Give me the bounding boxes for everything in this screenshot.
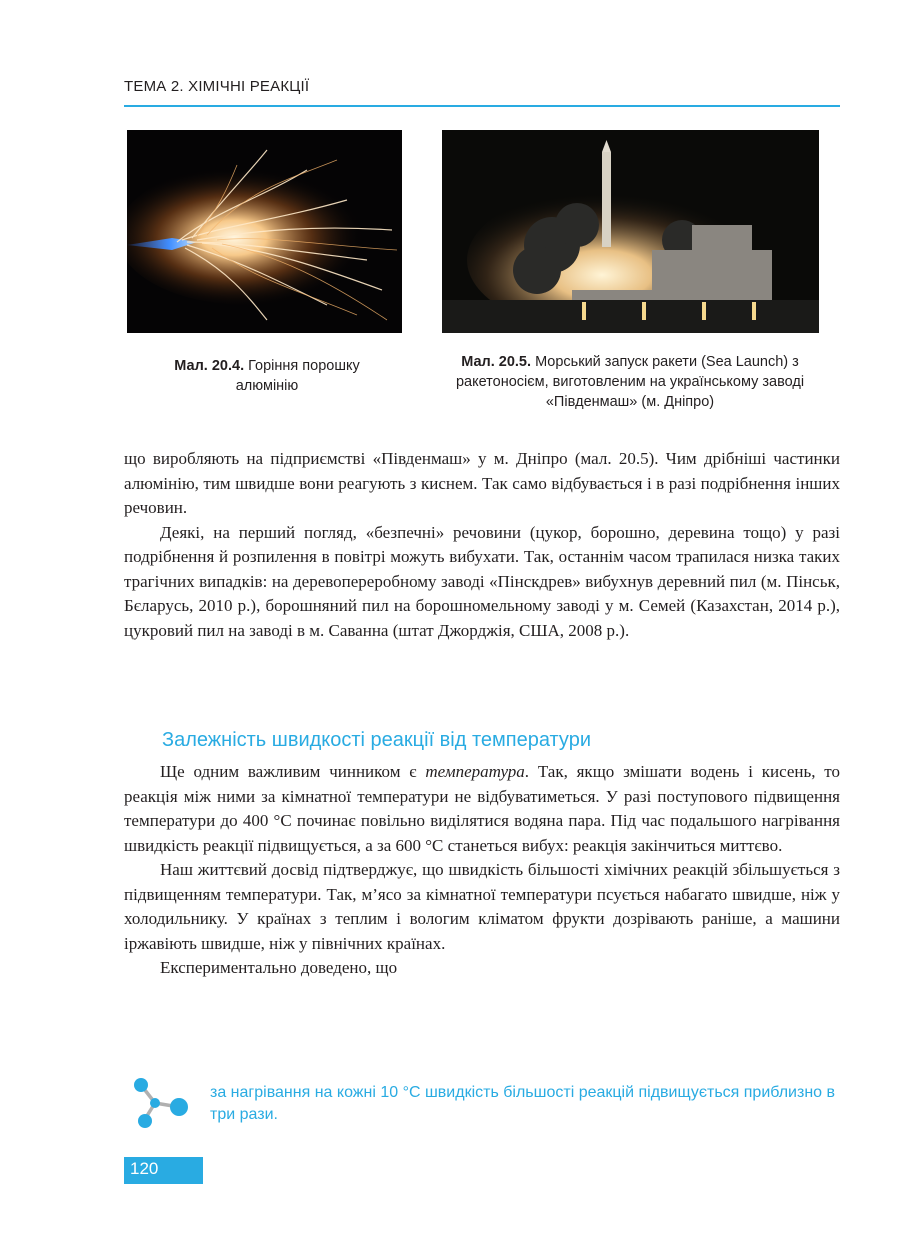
photo-aluminium-powder-burning [127, 130, 402, 333]
paragraph [124, 760, 840, 858]
figure-label: Мал. 20.5. [461, 354, 532, 370]
paragraph: що виробляють на підприємстві «Південмаш» у м. Дніпро (мал. 20.5). Чим дрібніші частинки алюмінію, тим швидше вони реагують з киснем. Так само відбувається і в разі подрібнення інших речовин. [124, 449, 840, 517]
page-number-tab [124, 1157, 203, 1184]
paragraph: Деякі, на перший погляд, «безпечні» речовини (цукор, борошно, деревина тощо) у разі подрібнення й розпилення в повітрі можуть вибухати. Так, останнім часом трапилася низка таких трагічних випадків: на деревопереробному заводі «Пінскдрев» вибухнув деревний пил (м. Пінськ, Бєларусь, 2010 р.), борошняний пил на борошномельному заводі у м. Семей (Казахстан, 2014 р.), цукровий пил на заводі в м. Саванна (штат Джорджія, США, 2008 р.). [124, 522, 840, 640]
emphasized-term: температура [425, 762, 525, 781]
figure-caption-20-5 [420, 352, 840, 412]
figure-text: Горіння порошку алюмінію [235, 358, 360, 394]
molecule-icon [131, 1077, 195, 1131]
figure-label: Мал. 20.4. [174, 358, 245, 374]
paragraph-text: Ще одним важливим чинником є [160, 762, 426, 781]
key-rule: за нагрівання на кожні 10 °C швидкість більшості реакцій підвищується приблизно в три рази. [210, 1084, 835, 1123]
header-rule [124, 105, 840, 107]
paragraph: Експериментально доведено, що [160, 958, 398, 977]
page-number: 120 [130, 1159, 159, 1178]
figure-caption-20-4 [142, 356, 392, 396]
photo-sea-launch-rocket [442, 130, 819, 333]
text-block-section [124, 760, 840, 981]
paragraph: Наш життєвий досвід підтверджує, що швидкість більшості хімічних реакцій збільшується з підвищенням температури. Так, м’ясо за кімнатної температури псується набагато швидше, ніж у холодильнику. У країнах з теплим і вологим кліматом фрукти дозрівають раніше, а машини іржавіють швидше, ніж у північних країнах. [124, 860, 840, 953]
section-heading: Залежність швидкості реакції від температури [162, 729, 591, 751]
paragraph-text: . Так, якщо змішати водень і кисень, то реакція між ними за кімнатної температури не відбуватиметься. У разі поступового підвищення температури до 400 °C починає повільно виділятися водяна пара. Під час подальшого нагрівання швидкість реакції підвищується, а за 600 °C станеться вибух: реакція закінчиться миттєво. [124, 762, 841, 855]
figure-text: Морський запуск ракети (Sea Launch) з ракетоносієм, виготовленим на українському заводі «Південмаш» (м. Дніпро) [455, 354, 805, 410]
running-header: ТЕМА 2. ХІМІЧНІ РЕАКЦІЇ [124, 78, 310, 95]
text-block-top [124, 447, 840, 643]
